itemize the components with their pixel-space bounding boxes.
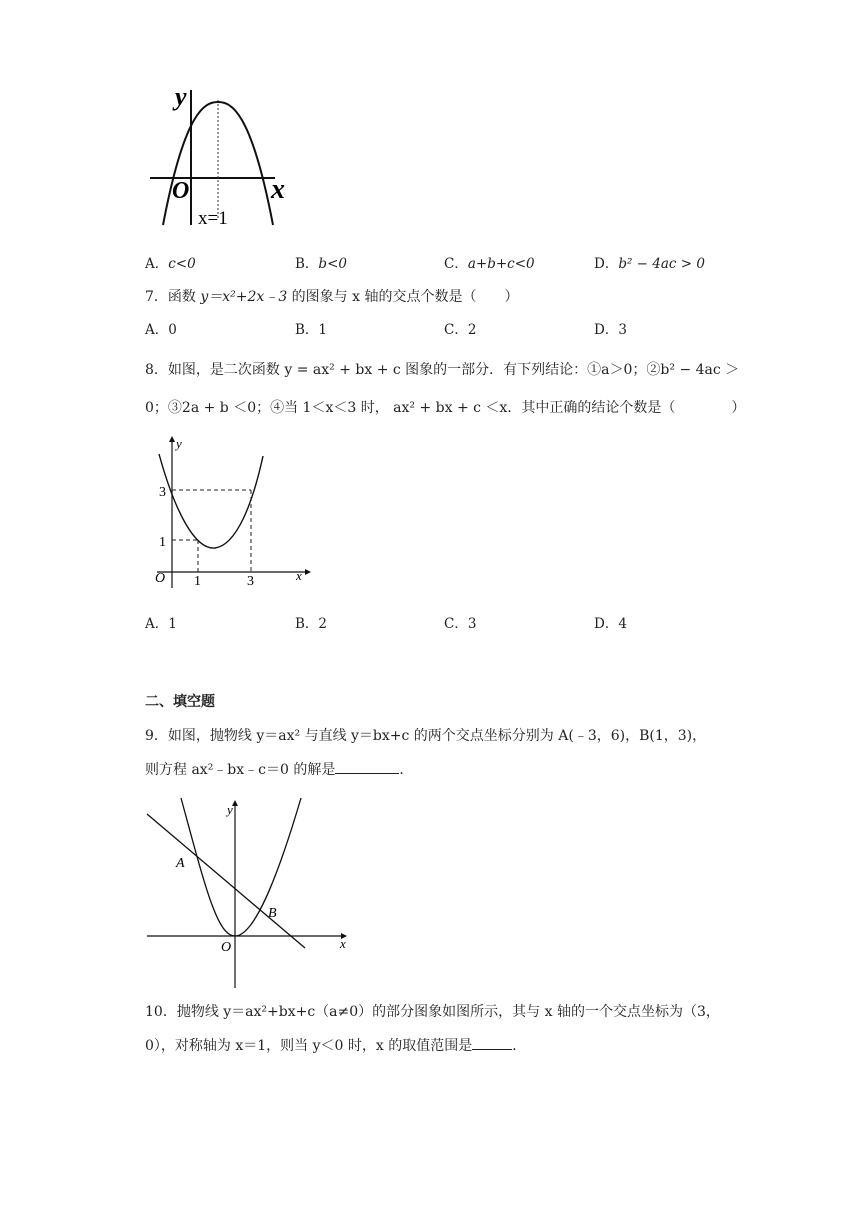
q8-tick-y1: 1 [159,535,166,550]
q9-answer-blank[interactable] [335,759,399,774]
q9-parabola-line-figure [145,796,355,992]
q8-y-label: y [176,436,182,451]
q6-axis-label: x=1 [198,208,228,229]
q6-parabola-figure [145,80,295,230]
q7-option-c: C．2 [444,322,477,338]
q9-y-label: y [227,802,233,817]
q7-option-d: D．3 [594,322,627,338]
q8-parabola-curve [159,454,263,548]
q6-option-d: D．b² − 4ac > 0 [594,256,705,272]
q9-point-b-label: B [268,906,277,921]
q9-x-label: x [340,936,346,951]
q8-question-line2: 0；③2a + b ＜0；④当 1＜x＜3 时， ax² + bx + c ＜x．其中正确的结论个数是（ ） [145,400,746,416]
q6-option-b: B．b<0 [295,256,347,272]
q8-tick-x1: 1 [194,574,201,589]
q7-option-a: A．0 [145,322,177,338]
q8-tick-x3: 3 [247,574,254,589]
q8-option-c: C．3 [444,616,477,632]
q8-x-label: x [296,568,302,583]
q8-parabola-figure [145,432,315,590]
q9-question-line2: 则方程 ax²﹣bx﹣c＝0 的解是 ． [145,759,413,780]
q9-question-line1: 9．如图，抛物线 y＝ax² 与直线 y＝bx+c 的两个交点坐标分别为 A(﹣3，6)，B(1，3)， [145,728,707,744]
q9-parabola-curve [181,798,301,936]
q8-option-a: A．1 [145,616,177,632]
q6-y-label: y [175,82,187,111]
q9-point-a-label: A [176,856,185,871]
q8-y-arrow [169,436,175,442]
q6-option-a: A．c<0 [145,256,196,272]
q6-option-c: C．a+b+c<0 [444,256,535,272]
q8-origin-label: O [155,571,166,586]
q10-answer-blank[interactable] [472,1035,512,1050]
q9-y-arrow [232,800,238,806]
q8-option-d: D．4 [594,616,627,632]
q8-x-arrow [305,569,311,575]
q7-question: 7．函数 y＝x²+2x﹣3 的图象与 x 轴的交点个数是（ ） [145,289,519,305]
q8-question-line1: 8．如图，是二次函数 y = ax² + bx + c 图象的一部分．有下列结论：①a＞0；②b² − 4ac ＞ [145,362,740,378]
q9-origin-label: O [221,940,232,955]
q7-option-b: B．1 [295,322,328,338]
q8-tick-y3: 3 [159,485,166,500]
q10-question-line1: 10．抛物线 y＝ax²+bx+c（a≠0）的部分图象如图所示，其与 x 轴的一个交点坐标为（3， [145,1004,720,1020]
q6-origin-label: O [172,178,190,204]
q9-line [147,814,305,948]
q10-question-line2: 0），对称轴为 x＝1，则当 y＜0 时，x 的取值范围是 ． [145,1035,526,1056]
q8-option-b: B．2 [295,616,328,632]
section-heading-fill-in: 二、填空题 [145,694,215,710]
q6-x-label: x [271,174,285,205]
